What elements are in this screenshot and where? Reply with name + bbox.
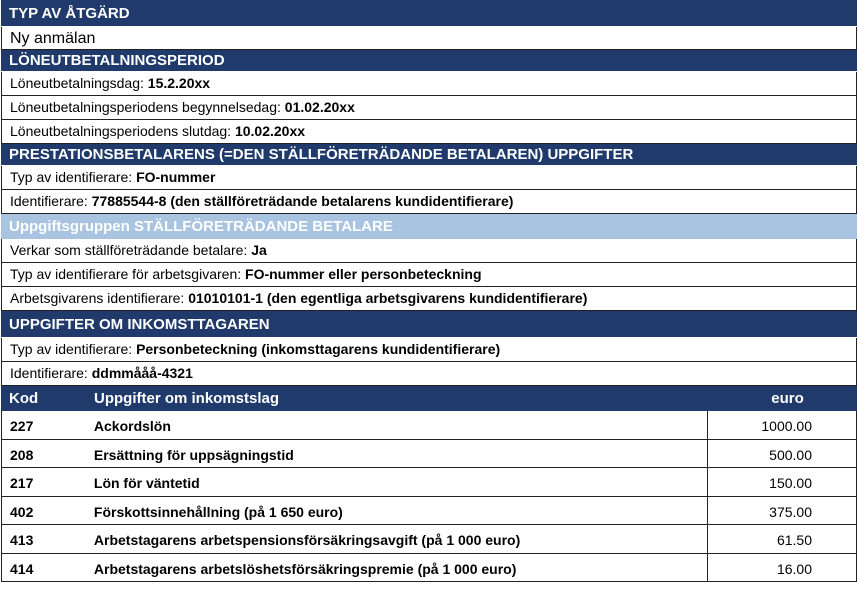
income-amount: 150.00 [708,468,857,496]
income-amount: 16.00 [708,554,857,582]
income-amount: 61.50 [708,525,857,553]
field-label: Typ av identifierare: [10,169,137,185]
field-label: Löneutbetalningsperiodens slutdag: [10,123,235,139]
income-code: 414 [10,560,34,577]
income-table-header [1,386,857,411]
field-label: Verkar som ställföreträdande betalare: [10,242,252,258]
income-description: Ackordslön [94,411,708,439]
field-label: Identifierare: [10,193,92,209]
income-amount: 500.00 [708,440,857,468]
table-row [1,554,857,583]
recipient-id-type-row [1,338,857,362]
income-description: Arbetstagarens arbetspensionsförsäkringsavgift (på 1 000 euro) [94,525,708,553]
field-label: Typ av identifierare: [10,341,137,357]
section-header-payer: PRESTATIONSBETALARENS (=DEN STÄLLFÖRETRÄDANDE BETALAREN) UPPGIFTER [1,144,857,166]
income-code: 413 [10,532,34,548]
acts-as-substitute-row [1,239,857,263]
pay-date-row [1,72,857,96]
field-label: Löneutbetalningsperiodens begynnelsedag: [10,99,285,115]
income-description: Arbetstagarens arbetslöshetsförsäkringspremie (på 1 000 euro) [94,554,708,582]
income-amount: 375.00 [708,497,857,525]
income-description: Lön för väntetid [94,468,708,496]
income-code: 402 [10,503,34,520]
field-label: Identifierare: [10,365,92,381]
payer-id-row [1,190,857,214]
field-value: 10.02.20xx [234,123,306,139]
payer-id-type-row [1,166,857,190]
recipient-id-row [1,362,857,386]
field-value: ddmmååå-4321 [91,365,193,381]
income-description: Förskottsinnehållning (på 1 650 euro) [94,497,708,525]
field-value: 77885544-8 (den ställföreträdande betalarens kundidentifierare) [91,193,514,209]
employer-id-row [1,287,857,311]
income-code: 227 [10,418,34,434]
field-label: Arbetsgivarens identifierare: [10,290,189,306]
income-report-document [1,0,857,582]
income-code: 208 [10,446,34,463]
field-value: 01.02.20xx [284,99,355,115]
field-value: 15.2.20xx [147,75,211,91]
table-row [1,411,857,440]
table-row [1,440,857,469]
section-header-recipient: UPPGIFTER OM INKOMSTTAGAREN [1,311,857,338]
period-end-row [1,120,857,144]
field-value: 01010101-1 (den egentliga arbetsgivarens kundidentifierare) [188,290,588,306]
period-start-row [1,96,857,120]
income-code: 217 [10,475,34,491]
field-value: Personbeteckning (inkomsttagarens kundidentifierare) [136,341,501,357]
field-value: Ja [251,242,267,258]
income-description: Ersättning för uppsägningstid [94,440,708,468]
column-header-amount: euro [771,390,804,407]
income-amount: 1000.00 [708,411,857,439]
field-label: Typ av identifierare för arbetsgivaren: [10,266,246,282]
column-header-description: Uppgifter om inkomstslag [94,390,280,407]
section-header-pay-period: LÖNEUTBETALNINGSPERIOD [1,50,857,72]
column-header-code: Kod [9,390,39,407]
section-header-action-type: TYP AV ÅTGÄRD [1,0,857,27]
action-type-value: Ny anmälan [1,27,857,50]
table-row [1,525,857,554]
section-header-substitute-group: Uppgiftsgruppen STÄLLFÖRETRÄDANDE BETALARE [1,214,857,239]
employer-id-type-row [1,263,857,287]
field-value: FO-nummer [136,169,216,185]
field-label: Löneutbetalningsdag: [10,75,148,91]
table-row [1,468,857,497]
table-row [1,497,857,526]
field-value: FO-nummer eller personbeteckning [245,266,482,282]
